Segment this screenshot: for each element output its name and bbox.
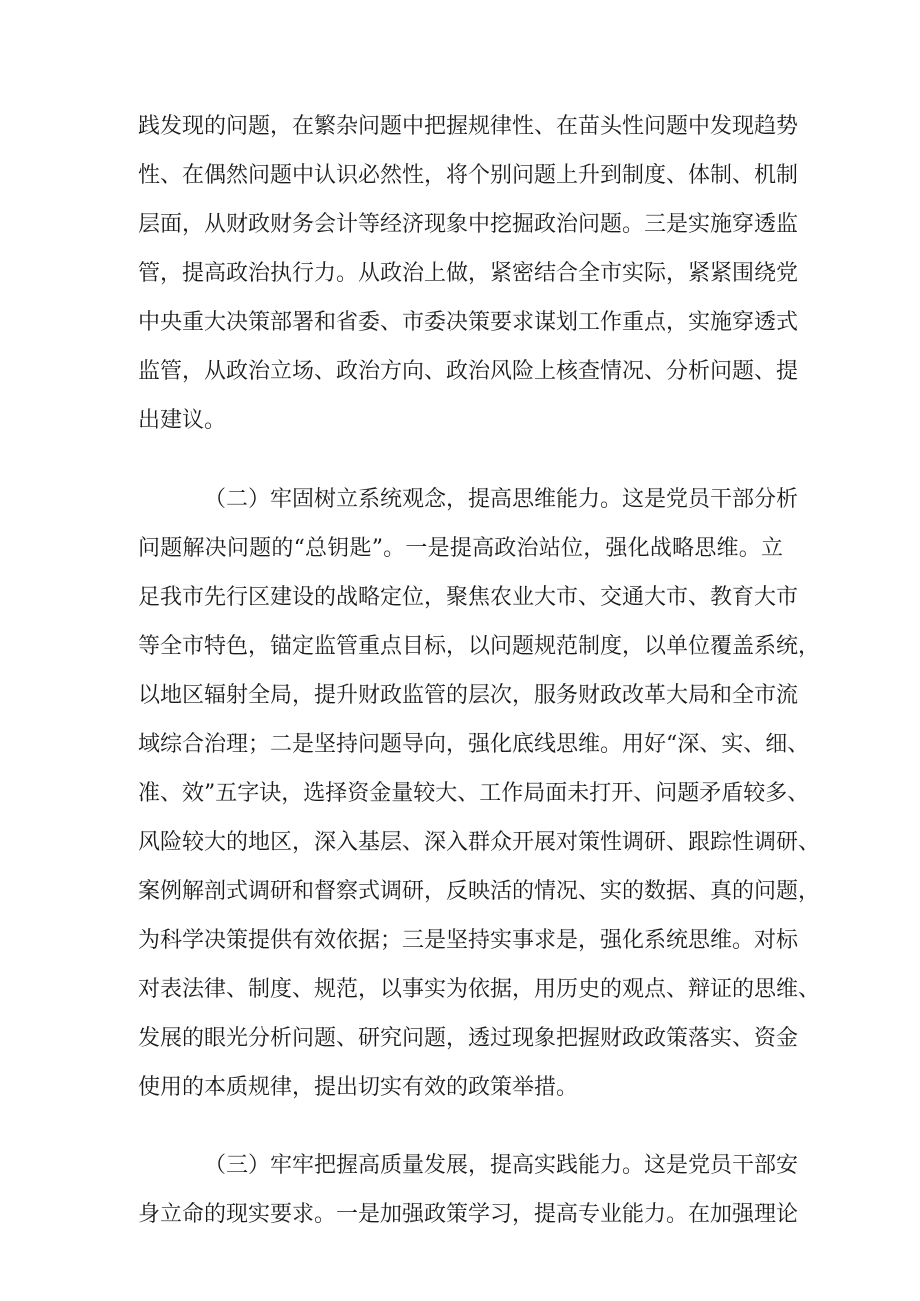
paragraph-line: 监管，从政治立场、政治方向、政治风险上核查情况、分析问题、提: [138, 359, 799, 384]
paragraph-line: 域综合治理；二是坚持问题导向，强化底线思维。用好“深、实、细、: [138, 732, 810, 757]
paragraph-line: 身立命的现实要求。一是加强政策学习，提高专业能力。在加强理论: [138, 1202, 799, 1227]
paragraph-line: 足我市先行区建设的战略定位，聚焦农业大市、交通大市、教育大市: [138, 585, 799, 610]
paragraph-line: 对表法律、制度、规范，以事实为依据，用历史的观点、辩证的思维、: [138, 977, 821, 1002]
paragraph-line: 使用的本质规律，提出切实有效的政策举措。: [138, 1075, 579, 1100]
paragraph-line: 践发现的问题，在繁杂问题中把握规律性、在苗头性问题中发现趋势: [138, 114, 799, 139]
paragraph-line: 风险较大的地区，深入基层、深入群众开展对策性调研、跟踪性调研、: [138, 830, 821, 855]
paragraph-line: （二）牢固树立系统观念，提高思维能力。这是党员干部分析: [204, 487, 799, 512]
paragraph-line: 以地区辐射全局，提升财政监管的层次，服务财政改革大局和全市流: [138, 683, 799, 708]
paragraph-line: 为科学决策提供有效依据；三是坚持实事求是，强化系统思维。对标: [138, 928, 799, 953]
paragraph-line: 出建议。: [138, 408, 227, 433]
paragraph-line: 层面，从财政财务会计等经济现象中挖掘政治问题。三是实施穿透监: [138, 212, 799, 237]
paragraph-line: 性、在偶然问题中认识必然性，将个别问题上升到制度、体制、机制: [138, 163, 799, 188]
paragraph-line: 发展的眼光分析问题、研究问题，透过现象把握财政政策落实、资金: [138, 1026, 799, 1051]
paragraph-line: 等全市特色，锚定监管重点目标，以问题规范制度，以单位覆盖系统，: [138, 634, 821, 659]
paragraph-line: 管，提高政治执行力。从政治上做，紧密结合全市实际，紧紧围绕党: [138, 261, 799, 286]
paragraph-line: 问题解决问题的“总钥匙”。一是提高政治站位，强化战略思维。立: [138, 536, 783, 561]
paragraph-line: 中央重大决策部署和省委、市委决策要求谋划工作重点，实施穿透式: [138, 310, 799, 335]
paragraph-line: 准、效”五字诀，选择资金量较大、工作局面未打开、问题矛盾较多、: [138, 781, 810, 806]
paragraph-line: 案例解剖式调研和督察式调研，反映活的情况、实的数据、真的问题，: [138, 879, 821, 904]
paragraph-line: （三）牢牢把握高质量发展，提高实践能力。这是党员干部安: [204, 1153, 799, 1178]
